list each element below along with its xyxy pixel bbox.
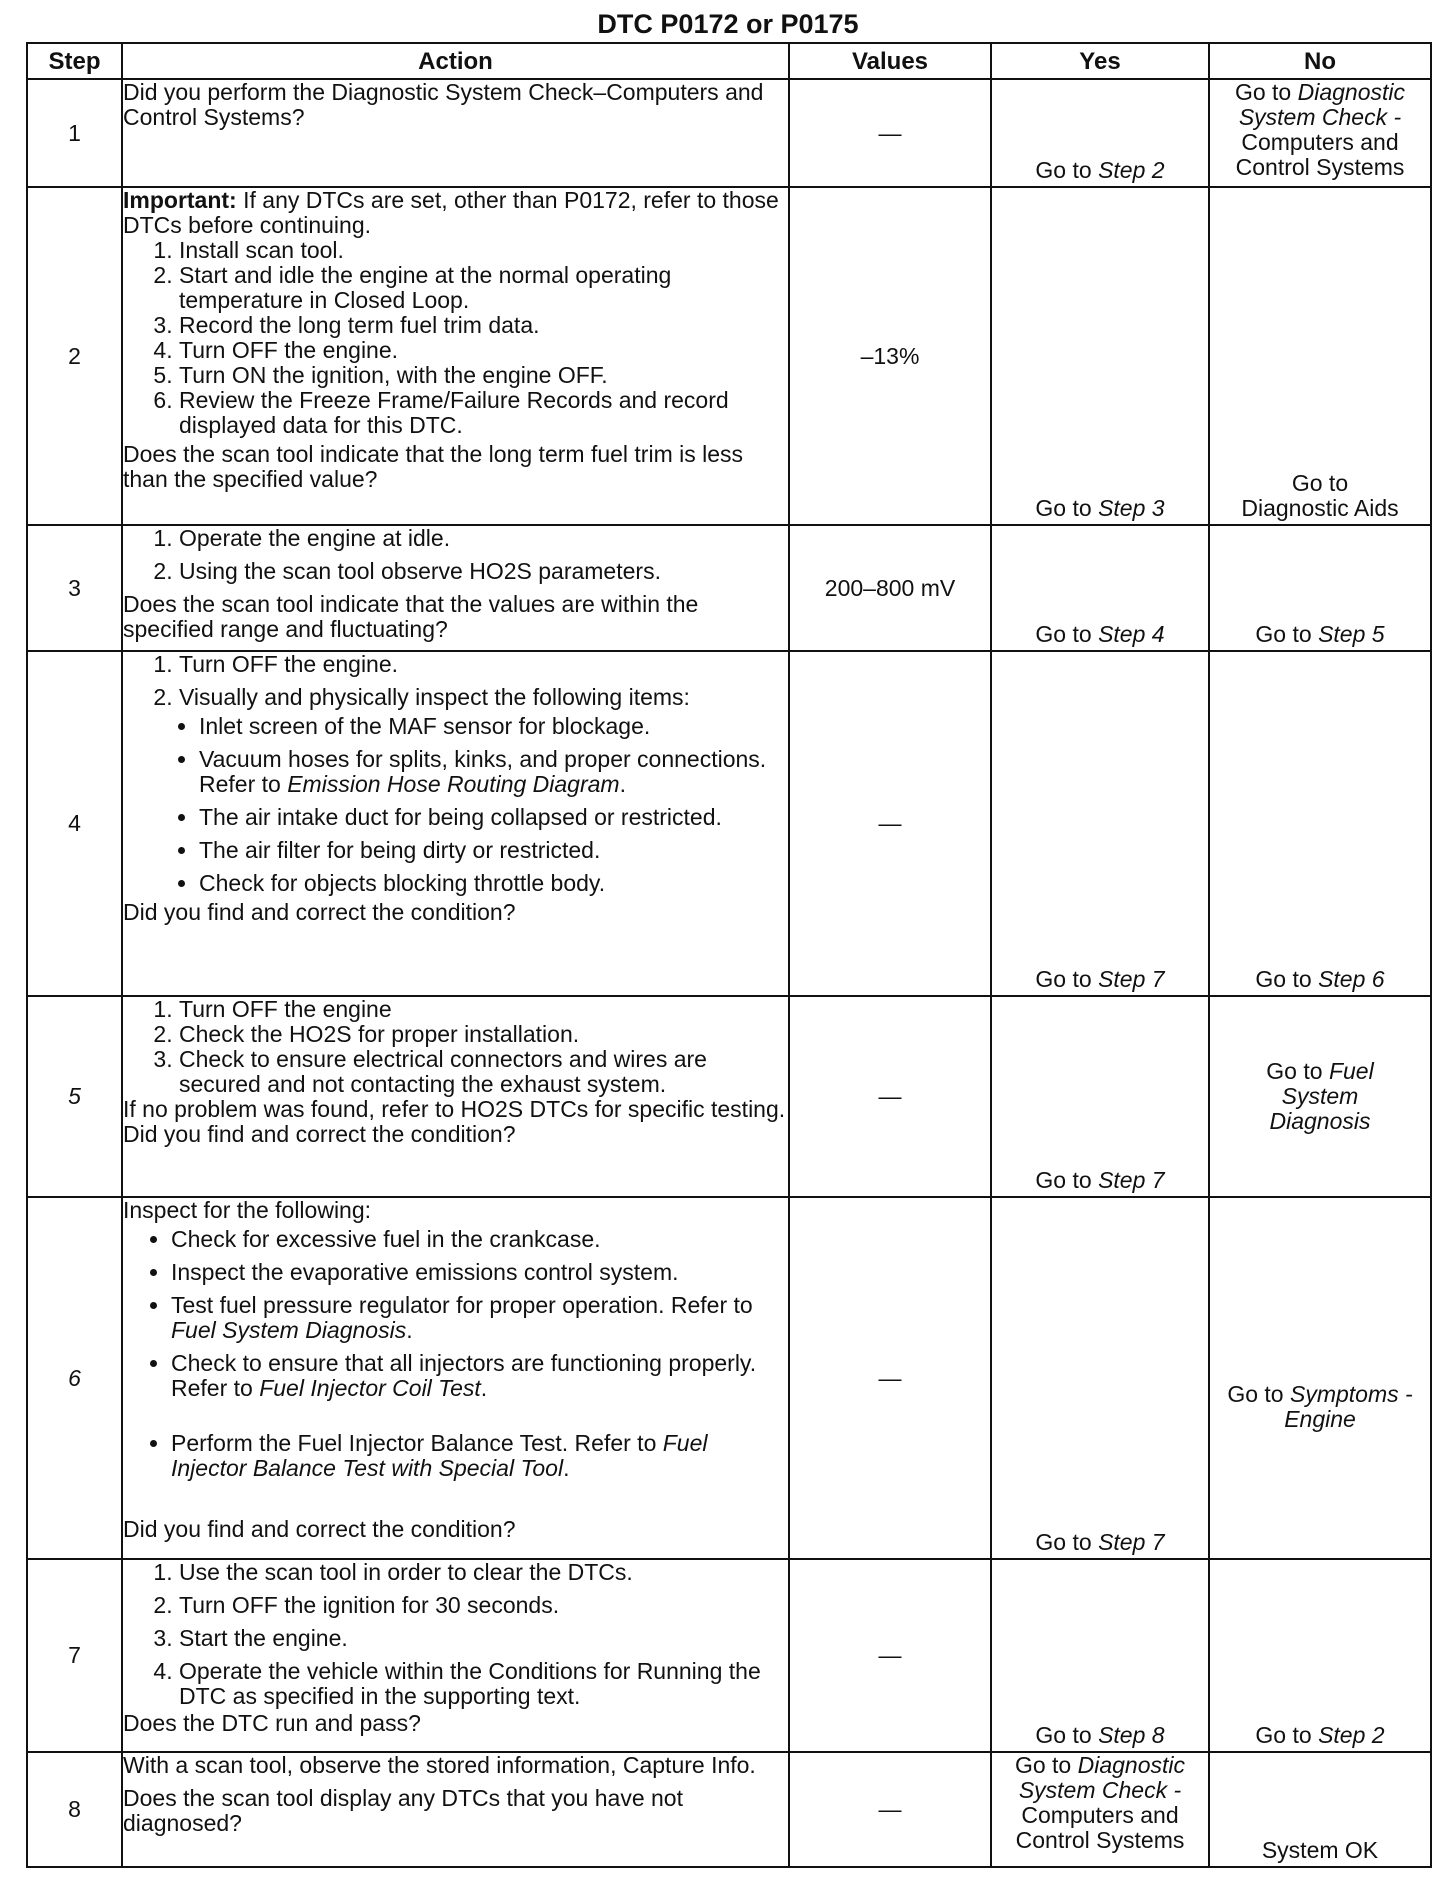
yes-cell: Go to Step 7 — [991, 1197, 1209, 1559]
no-link[interactable]: Diagnostic System Check - — [1238, 79, 1406, 130]
question-text: Does the scan tool indicate that the long term fuel trim is less than the specified value? — [123, 441, 744, 492]
no-link[interactable]: Go to Diagnostic Aids — [1241, 470, 1399, 521]
question-text: Did you find and correct the condition? — [123, 899, 516, 925]
action-cell — [122, 79, 789, 187]
no-cell: Go to Fuel System Diagnosis — [1209, 996, 1431, 1197]
yes-cell: Go to Diagnostic System Check - Computers and Control Systems — [991, 1752, 1209, 1867]
header-step: Step — [27, 43, 122, 79]
no-cell: Go to Step 5 — [1209, 525, 1431, 651]
step-number: 3 — [27, 525, 122, 651]
value-cell: — — [789, 996, 991, 1197]
question-text: Does the scan tool indicate that the values are within the specified range and fluctuating? — [123, 591, 699, 642]
procedure-list — [123, 1560, 788, 1709]
header-yes: Yes — [991, 43, 1209, 79]
table-row — [27, 1752, 1431, 1867]
inspection-list — [123, 1227, 788, 1481]
yes-link[interactable]: Step 2 — [1098, 157, 1165, 183]
table-row — [27, 1559, 1431, 1752]
list-item: • Check for objects blocking throttle body. — [199, 871, 788, 896]
list-item: 1. Install scan tool. — [179, 238, 788, 263]
no-link[interactable]: Step 6 — [1318, 966, 1385, 992]
question-text: Did you perform the Diagnostic System Check–Computers and Control Systems? — [123, 79, 764, 130]
header-values: Values — [789, 43, 991, 79]
list-item: • Vacuum hoses for splits, kinks, and proper connections. Refer to Emission Hose Routing Diagram. — [199, 747, 788, 797]
list-item: 2. Visually and physically inspect the following items: • Inlet screen of the MAF sensor for blockage. • Vacuum hoses for splits, kinks, and proper connections. Refer to Emission Hose Routing Diagram. • The air intake duct for being collapsed or restricted. • The air filter for being dirty or restricted. • Check for objects blocking throttle body. — [179, 685, 788, 896]
no-link[interactable]: Step 2 — [1318, 1722, 1385, 1748]
list-item: 6. Review the Freeze Frame/Failure Records and record displayed data for this DTC. — [179, 388, 788, 438]
list-item: 2. Turn OFF the ignition for 30 seconds. — [179, 1593, 788, 1618]
no-link[interactable]: Fuel System Diagnosis — [1269, 1057, 1374, 1134]
list-item: 3. Record the long term fuel trim data. — [179, 313, 788, 338]
no-cell — [1209, 187, 1431, 525]
yes-cell: Go to Step 8 — [991, 1559, 1209, 1752]
table-row — [27, 525, 1431, 651]
step-number: 2 — [27, 187, 122, 525]
action-cell — [122, 996, 789, 1197]
step-number: 4 — [27, 651, 122, 996]
value-cell: — — [789, 651, 991, 996]
procedure-list — [123, 238, 788, 438]
table-row — [27, 79, 1431, 187]
list-item: • Check to ensure that all injectors are functioning properly. Refer to Fuel Injector Coil Test. — [171, 1351, 788, 1401]
list-item: • Check for excessive fuel in the crankcase. — [171, 1227, 788, 1252]
table-row — [27, 1197, 1431, 1559]
no-cell: Go to Symptoms - Engine — [1209, 1197, 1431, 1559]
yes-cell: Go to Step 2 — [991, 79, 1209, 187]
no-cell — [1209, 1752, 1431, 1867]
yes-link[interactable]: Step 7 — [1098, 1167, 1165, 1193]
procedure-list — [123, 997, 788, 1097]
list-item: 1. Turn OFF the engine. — [179, 652, 788, 677]
no-link[interactable]: Symptoms - Engine — [1284, 1380, 1413, 1432]
list-item: 3. Start the engine. — [179, 1626, 788, 1651]
yes-link[interactable]: Step 7 — [1098, 1529, 1165, 1555]
list-item: • Perform the Fuel Injector Balance Test. Refer to Fuel Injector Balance Test with Special Tool. — [171, 1431, 788, 1481]
action-cell — [122, 1559, 789, 1752]
yes-link[interactable]: Diagnostic System Check - — [1018, 1752, 1186, 1803]
step-number: 5 — [27, 996, 122, 1197]
yes-cell: Go to Step 7 — [991, 996, 1209, 1197]
no-cell: Go to Diagnostic System Check - Computers and Control Systems — [1209, 79, 1431, 187]
intro-text: Inspect for the following: — [123, 1197, 372, 1223]
list-item: 1. Use the scan tool in order to clear the DTCs. — [179, 1560, 788, 1585]
value-cell: — — [789, 1752, 991, 1867]
reference-link[interactable]: Emission Hose Routing Diagram — [287, 771, 620, 797]
list-item: 2. Check the HO2S for proper installation. — [179, 1022, 788, 1047]
reference-link[interactable]: Fuel Injector Balance Test with Special Tool — [171, 1430, 708, 1481]
step-number: 6 — [27, 1197, 122, 1559]
question-text: Did you find and correct the condition? — [123, 1121, 516, 1147]
step-number: 8 — [27, 1752, 122, 1867]
yes-cell: Go to Step 3 — [991, 187, 1209, 525]
no-link[interactable]: System OK — [1261, 1837, 1379, 1863]
inspection-list — [179, 714, 788, 896]
no-link[interactable]: Step 5 — [1318, 621, 1385, 647]
value-cell: — — [789, 1559, 991, 1752]
reference-link[interactable]: Fuel System Diagnosis — [171, 1317, 407, 1343]
important-note: Important: If any DTCs are set, other than P0172, refer to those DTCs before continuing. — [123, 187, 779, 238]
list-item: 2. Using the scan tool observe HO2S parameters. — [179, 559, 788, 584]
action-cell — [122, 651, 789, 996]
intro-text: With a scan tool, observe the stored information, Capture Info. — [123, 1752, 756, 1778]
procedure-list — [123, 652, 788, 896]
action-cell — [122, 187, 789, 525]
yes-link[interactable]: Step 3 — [1098, 495, 1165, 521]
header-action: Action — [122, 43, 789, 79]
yes-link[interactable]: Step 7 — [1098, 966, 1165, 992]
table-row — [27, 996, 1431, 1197]
yes-cell: Go to Step 7 — [991, 651, 1209, 996]
value-cell: –13% — [789, 187, 991, 525]
action-cell — [122, 1197, 789, 1559]
yes-link[interactable]: Step 4 — [1098, 621, 1165, 647]
list-item: 5. Turn ON the ignition, with the engine OFF. — [179, 363, 788, 388]
value-cell: 200–800 mV — [789, 525, 991, 651]
list-item: • Test fuel pressure regulator for proper operation. Refer to Fuel System Diagnosis. — [171, 1293, 788, 1343]
header-no: No — [1209, 43, 1431, 79]
list-item: 4. Turn OFF the engine. — [179, 338, 788, 363]
action-cell — [122, 525, 789, 651]
value-cell: — — [789, 1197, 991, 1559]
table-row — [27, 651, 1431, 996]
yes-link[interactable]: Step 8 — [1098, 1722, 1165, 1748]
question-text: Did you find and correct the condition? — [123, 1516, 516, 1542]
list-item: • The air filter for being dirty or restricted. — [199, 838, 788, 863]
list-item: • Inspect the evaporative emissions control system. — [171, 1260, 788, 1285]
table-row — [27, 187, 1431, 525]
step-number: 1 — [27, 79, 122, 187]
diagnostic-table — [26, 42, 1432, 1868]
list-item: • The air intake duct for being collapsed or restricted. — [199, 805, 788, 830]
reference-link[interactable]: Fuel Injector Coil Test — [259, 1375, 481, 1401]
page-title: DTC P0172 or P0175 — [597, 9, 859, 39]
no-cell: Go to Step 2 — [1209, 1559, 1431, 1752]
list-item: • Inlet screen of the MAF sensor for blockage. — [199, 714, 788, 739]
note-text: If no problem was found, refer to HO2S DTCs for specific testing. — [123, 1096, 786, 1122]
step-number: 7 — [27, 1559, 122, 1752]
table-header-row — [27, 43, 1431, 79]
procedure-list — [123, 526, 788, 584]
list-item: 4. Operate the vehicle within the Conditions for Running the DTC as specified in the supporting text. — [179, 1659, 788, 1709]
list-item: 1. Turn OFF the engine — [179, 997, 788, 1022]
question-text: Does the scan tool display any DTCs that you have not diagnosed? — [123, 1785, 683, 1836]
list-item: 3. Check to ensure electrical connectors and wires are secured and not contacting the exhaust system. — [179, 1047, 788, 1097]
yes-cell: Go to Step 4 — [991, 525, 1209, 651]
question-text: Does the DTC run and pass? — [123, 1710, 421, 1736]
list-item: 1. Operate the engine at idle. — [179, 526, 788, 551]
list-item: 2. Start and idle the engine at the normal operating temperature in Closed Loop. — [179, 263, 788, 313]
no-cell: Go to Step 6 — [1209, 651, 1431, 996]
value-cell: — — [789, 79, 991, 187]
action-cell — [122, 1752, 789, 1867]
